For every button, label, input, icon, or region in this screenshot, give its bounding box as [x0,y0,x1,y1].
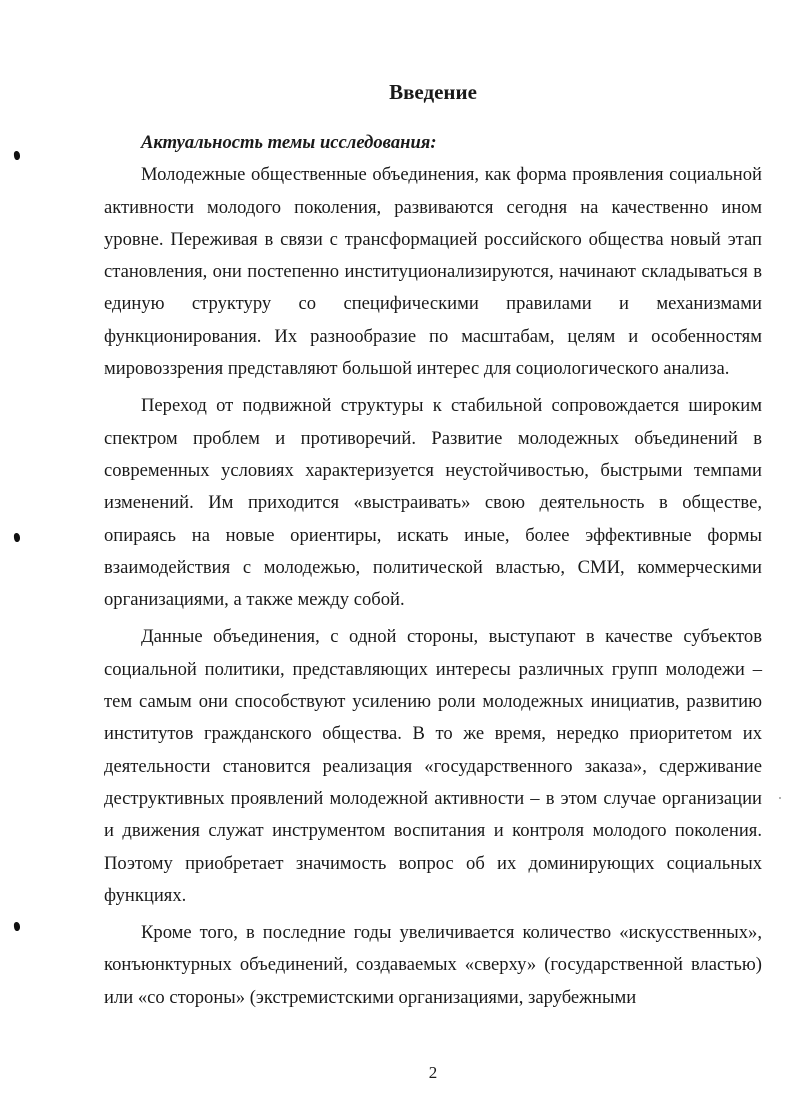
binding-hole-mark [13,922,20,932]
paragraph-3: Данные объединения, с одной стороны, выступают в качестве субъектов социальной политики, представляющих интересы различных групп молодежи – тем самым они способствуют усилению роли молодежных инициатив, развитию институтов гражданского общества. В то же время, нередко приоритетом их деятельности становится реализация «государственного заказа», сдерживание деструктивных проявлений молодежной активности – в этом случае организации и движения служат инструментом воспитания и контроля молодого поколения. Поэтому приобретает значимость вопрос об их доминирующих социальных функциях. [104,626,762,906]
binding-hole-mark [13,151,20,161]
paragraph-1: Молодежные общественные объединения, как форма проявления социальной активности молодого поколения, развиваются сегодня на качественно ином уровне. Переживая в связи с трансформацией российского общества новый этап становления, они постепенно институционализируются, начинают складываться в единую структуру со специфическими правилами и механизмами функционирования. Их разнообразие по масштабам, целям и особенностям мировоззрения представляют большой интерес для социологического анализа. [104,164,762,380]
binding-hole-mark [13,533,20,543]
page-title: Введение [389,80,477,104]
paragraph-2: Переход от подвижной структуры к стабильной сопровождается широким спектром проблем и противоречий. Развитие молодежных объединений в современных условиях характеризуется неустойчивостью, быстрыми темпами изменений. Им приходится «выстраивать» свою деятельность в обществе, опираясь на новые ориентиры, искать иные, более эффективные формы взаимодействия с молодежью, политической властью, СМИ, коммерческими организациями, а также между собой. [104,395,762,611]
scan-speck [779,797,781,799]
body-text [104,127,762,1014]
section-heading: Актуальность темы исследования: [141,132,437,153]
paragraph-4: Кроме того, в последние годы увеличивается количество «искусственных», конъюнктурных объединений, создаваемых «сверху» (государственной властью) или «со стороны» (экстремистскими организациями, зарубежными [104,922,762,1008]
page-number: 2 [428,1063,438,1082]
